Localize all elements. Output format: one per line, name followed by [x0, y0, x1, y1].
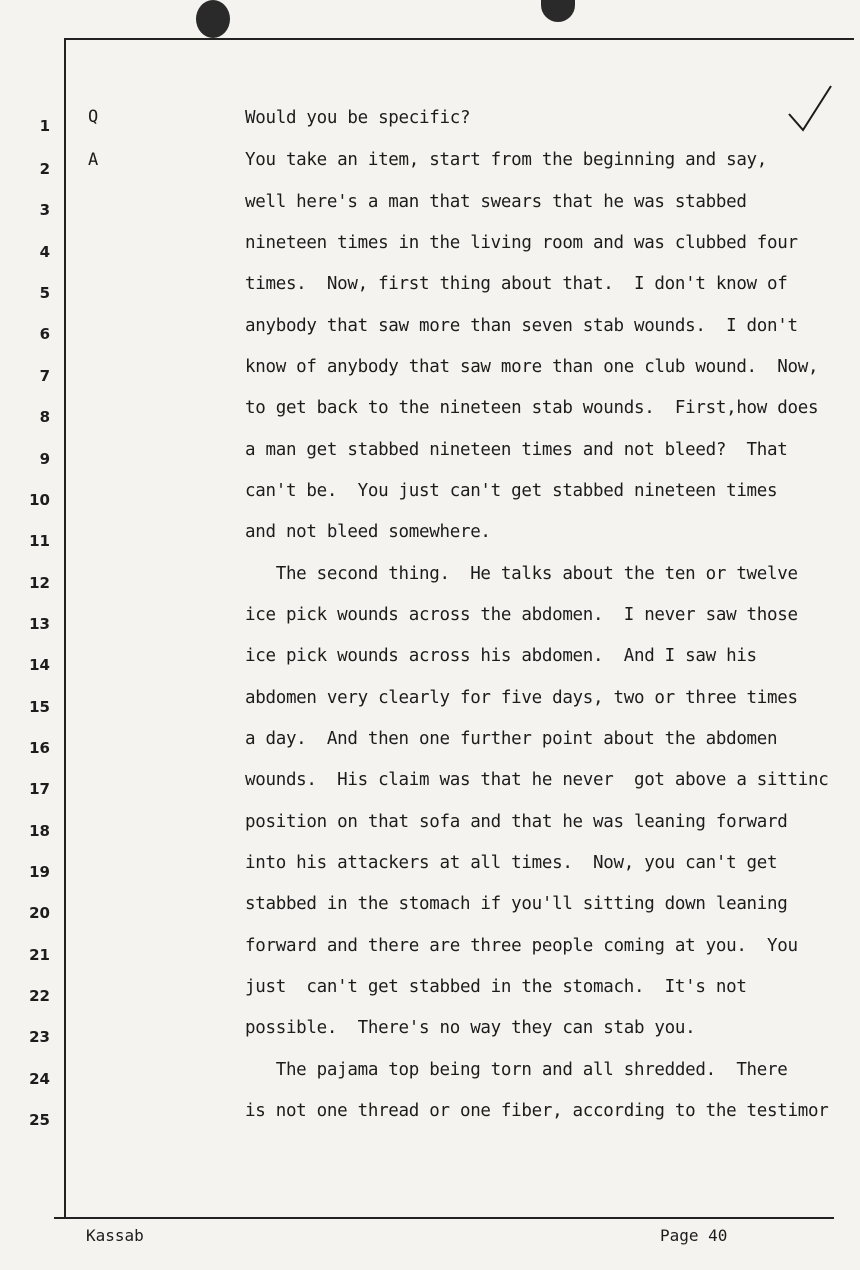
- line-number: 7: [39, 367, 50, 385]
- line-number: 15: [29, 698, 50, 716]
- line-number: 13: [29, 615, 50, 633]
- transcript-text-line: can't be. You just can't get stabbed nineteen times: [245, 481, 778, 501]
- transcript-text-line: abdomen very clearly for five days, two or three times: [245, 688, 798, 708]
- transcript-text-line: to get back to the nineteen stab wounds. First,how does: [245, 398, 819, 418]
- transcript-text-line: nineteen times in the living room and was clubbed four: [245, 233, 798, 253]
- transcript-text-line: just can't get stabbed in the stomach. It's not: [245, 977, 747, 997]
- line-number: 21: [29, 946, 50, 964]
- transcript-text-line: ice pick wounds across his abdomen. And I saw his: [245, 646, 757, 666]
- line-number: 10: [29, 491, 50, 509]
- line-number: 25: [29, 1111, 50, 1129]
- page-number: Page 40: [660, 1226, 728, 1245]
- line-number: 18: [29, 822, 50, 840]
- witness-name: Kassab: [86, 1226, 144, 1245]
- transcript-text-line: position on that sofa and that he was leaning forward: [245, 812, 788, 832]
- transcript-text-line: The second thing. He talks about the ten or twelve: [245, 564, 798, 584]
- speaker-label: A: [88, 150, 99, 170]
- line-number: 17: [29, 780, 50, 798]
- speaker-label: Q: [88, 107, 99, 127]
- transcript-text-line: a man get stabbed nineteen times and not bleed? That: [245, 440, 788, 460]
- transcript-text-line: Would you be specific?: [245, 108, 471, 128]
- transcript-text-line: times. Now, first thing about that. I don't know of: [245, 274, 788, 294]
- transcript-text-line: is not one thread or one fiber, according to the testimor: [245, 1101, 829, 1121]
- transcript-text-line: a day. And then one further point about the abdomen: [245, 729, 778, 749]
- transcript-text-line: into his attackers at all times. Now, you can't get: [245, 853, 778, 873]
- check-mark-icon: [785, 80, 835, 140]
- line-number: 14: [29, 656, 50, 674]
- transcript-text-line: and not bleed somewhere.: [245, 522, 491, 542]
- line-number: 4: [39, 243, 50, 261]
- transcript-text-line: anybody that saw more than seven stab wounds. I don't: [245, 316, 798, 336]
- line-number: 16: [29, 739, 50, 757]
- line-number: 11: [29, 532, 50, 550]
- page-border-bottom: [54, 1217, 834, 1219]
- transcript-text-line: The pajama top being torn and all shredded. There: [245, 1060, 788, 1080]
- line-number: 6: [39, 325, 50, 343]
- line-number: 9: [39, 450, 50, 468]
- line-number: 19: [29, 863, 50, 881]
- transcript-text-line: wounds. His claim was that he never got above a sittinc: [245, 770, 829, 790]
- transcript-text-line: You take an item, start from the beginning and say,: [245, 150, 768, 170]
- line-number: 12: [29, 574, 50, 592]
- line-number: 5: [39, 284, 50, 302]
- line-number: 3: [39, 201, 50, 219]
- page-border-top: [64, 38, 854, 40]
- line-number: 22: [29, 987, 50, 1005]
- binder-hole: [541, 0, 575, 22]
- transcript-text-line: stabbed in the stomach if you'll sitting down leaning: [245, 894, 788, 914]
- transcript-text-line: forward and there are three people coming at you. You: [245, 936, 798, 956]
- transcript-text-line: well here's a man that swears that he was stabbed: [245, 192, 747, 212]
- binder-hole: [196, 0, 230, 38]
- page-border-left: [64, 38, 66, 1218]
- transcript-text-line: ice pick wounds across the abdomen. I never saw those: [245, 605, 798, 625]
- line-number: 20: [29, 904, 50, 922]
- transcript-text-line: possible. There's no way they can stab you.: [245, 1018, 696, 1038]
- transcript-text-line: know of anybody that saw more than one club wound. Now,: [245, 357, 819, 377]
- line-number: 8: [39, 408, 50, 426]
- line-number: 1: [39, 117, 50, 135]
- line-number: 23: [29, 1028, 50, 1046]
- line-number: 2: [39, 160, 50, 178]
- line-number: 24: [29, 1070, 50, 1088]
